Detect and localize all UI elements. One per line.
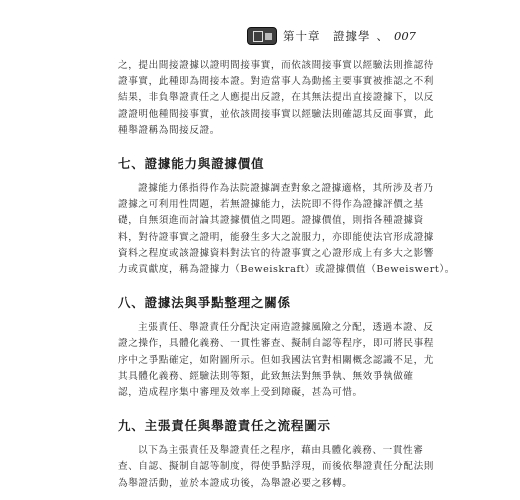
section-8-heading: 八、證據法與爭點整理之關係 [118,295,291,311]
text-line: 結果，非負舉證責任之人應提出反證，在其無法提出直接證據下，以反 [118,92,435,104]
text-line: 為舉證活動，並於本證成功後，為舉證必要之移轉。 [118,477,353,489]
text-line: 以下為主張責任及舉證責任之程序，藉由具體化義務、一貫性審 [138,445,424,457]
text-line: 證證明他種間接事實，並依該間接事實以經驗法則確認其反面事實，此 [118,108,435,120]
text-line: 料，對待證事實之證明，能發生多大之說服力，亦即能使法官形成證據 [118,231,435,243]
text-line: 證事實，此種即為間接本證。對造當事人為動搖主要事實被推認之不利 [118,76,435,88]
text-line: 之，提出間接證據以證明間接事實，而依該間接事實以經驗法則推認待 [118,60,435,71]
page-number: 007 [394,29,416,43]
section-7-heading: 七、證據能力與證據價值 [118,156,265,172]
text-line: 資料之程度或該證據資料對法官的待證事實之心證形成上有多大之影響 [118,247,435,259]
text-line: 主張責任、舉證責任分配決定兩造證據風險之分配，透過本證、反 [138,322,434,334]
section-9-heading: 九、主張責任與舉證責任之流程圖示 [118,418,331,434]
section-9-paragraph [118,443,435,492]
text-line: 礎，自無須進而討論其證據價值之問題。證據價值，則指各種證據資 [118,215,424,227]
text-line: 認，造成程序集中審理及效率上受到障礙，甚為可惜。 [118,387,363,399]
text-line: 證據之可利用性問題，若無證據能力，法院即不得作為證據評價之基 [118,199,424,211]
page-header [247,25,416,47]
page-body [118,58,455,492]
text-line: 序中之爭點確定，如附圖所示。但如我國法官對相關概念認識不足，尤 [118,354,435,366]
header-separator: 、 [376,29,389,43]
intro-paragraph [118,58,435,139]
section-8-paragraph [118,320,435,401]
section-7-paragraph [118,181,455,278]
text-line: 其具體化義務、經驗法則等類，此致無法對無爭執、無效爭執做確 [118,370,414,382]
text-line: 證之操作，具體化義務、一貫性審查、擬制自認等程序，即可將民事程 [118,338,435,350]
text-line: 查、自認、擬制自認等制度，得使爭點浮現，而後依舉證責任分配法則 [118,461,435,473]
chapter-badge-icon [247,27,277,45]
text-line: 證據能力係指得作為法院證據調查對象之證據適格，其所涉及者乃 [138,183,434,195]
chapter-title: 第十章 證據學 [283,29,371,43]
text-line: 種舉證稱為間接反證。 [118,124,220,136]
text-line: 力或貢獻度，稱為證據力（Beweiskraft）或證據價值（Beweiswert）。 [118,264,455,276]
